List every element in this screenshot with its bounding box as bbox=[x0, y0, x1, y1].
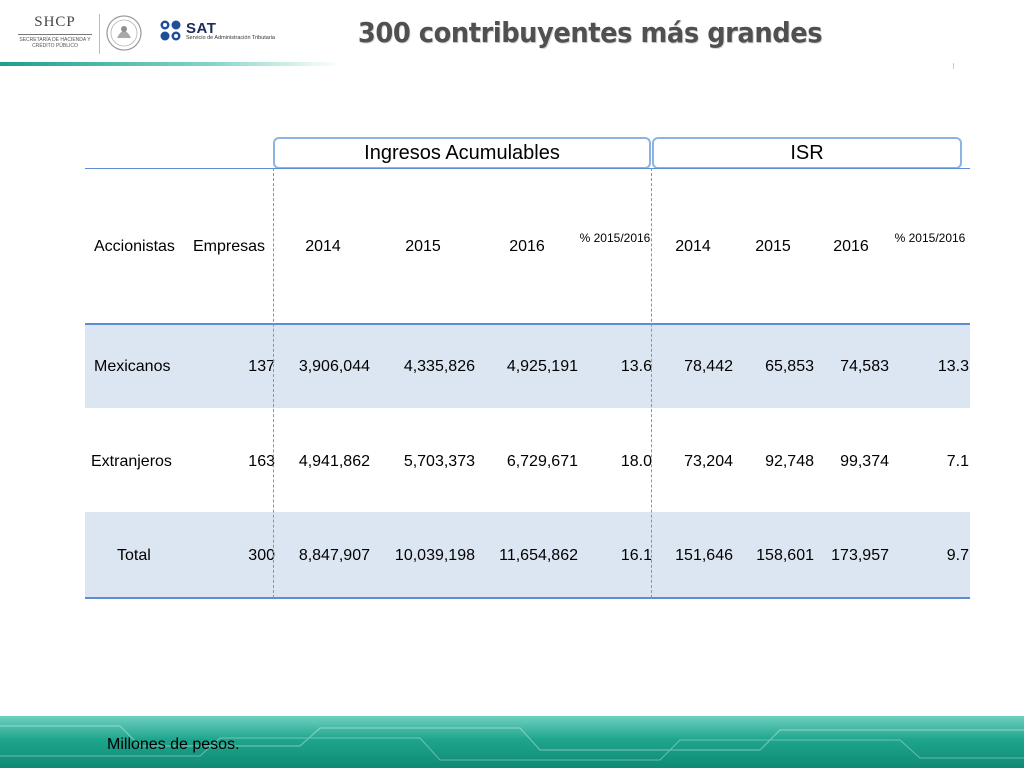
cell-isr-2016: 173,957 bbox=[831, 547, 889, 564]
cell-ing-pct: 16.1 bbox=[620, 547, 652, 564]
cell-ing-2015: 4,335,826 bbox=[403, 358, 475, 375]
cell-ing-2015: 5,703,373 bbox=[403, 453, 475, 470]
cell-ing-2014: 8,847,907 bbox=[298, 547, 370, 564]
cell-isr-2015: 65,853 bbox=[765, 358, 814, 375]
col-header-ing-pct: % 2015/2016 bbox=[579, 231, 651, 245]
cell-ing-pct: 18.0 bbox=[620, 453, 652, 470]
cell-ing-2016: 4,925,191 bbox=[506, 358, 578, 375]
row-label: Extranjeros bbox=[91, 453, 172, 470]
cell-isr-pct: 9.7 bbox=[946, 547, 969, 564]
header-tick bbox=[953, 63, 954, 69]
sat-logo-subtext: Servicio de Administración Tributaria bbox=[186, 35, 275, 41]
cell-ing-2014: 4,941,862 bbox=[298, 453, 370, 470]
shcp-logo-subtext: SECRETARÍA DE HACIENDA Y CRÉDITO PÚBLICO bbox=[19, 37, 91, 49]
col-header-isr-2015: 2015 bbox=[755, 238, 791, 255]
cell-isr-2015: 158,601 bbox=[756, 547, 814, 564]
col-header-accionistas: Accionistas bbox=[94, 238, 175, 255]
cell-ing-pct: 13.6 bbox=[620, 358, 652, 375]
group-header-isr: ISR bbox=[652, 137, 962, 169]
col-header-empresas: Empresas bbox=[193, 238, 266, 255]
sat-logo bbox=[160, 20, 280, 44]
col-header-ing-2016: 2016 bbox=[509, 238, 545, 255]
table-top-rule bbox=[85, 168, 970, 169]
footnote-units: Millones de pesos. bbox=[107, 736, 240, 753]
shcp-logo-text: SHCP bbox=[34, 14, 76, 30]
sat-logo-text: SAT bbox=[186, 20, 217, 37]
group-header-ingresos: Ingresos Acumulables bbox=[273, 137, 651, 169]
shcp-logo bbox=[14, 14, 96, 54]
cell-isr-pct: 13.3 bbox=[937, 358, 969, 375]
page-title: 300 contribuyentes más grandes bbox=[357, 16, 823, 49]
cell-ing-2016: 11,654,862 bbox=[499, 547, 578, 564]
cell-isr-2015: 92,748 bbox=[765, 453, 814, 470]
col-header-isr-pct: % 2015/2016 bbox=[894, 231, 966, 245]
shcp-logo-rule bbox=[18, 34, 92, 35]
cell-isr-2014: 73,204 bbox=[684, 453, 733, 470]
table-bottom-rule bbox=[85, 597, 970, 599]
row-label: Total bbox=[117, 547, 151, 564]
sat-logo-icon bbox=[160, 20, 182, 42]
col-header-ing-2014: 2014 bbox=[305, 238, 341, 255]
col-header-isr-2014: 2014 bbox=[675, 238, 711, 255]
cell-isr-2016: 99,374 bbox=[840, 453, 889, 470]
row-label: Mexicanos bbox=[94, 358, 171, 375]
cell-empresas: 300 bbox=[248, 547, 275, 564]
col-header-ing-2015: 2015 bbox=[405, 238, 441, 255]
cell-empresas: 163 bbox=[248, 453, 275, 470]
header-accent-line bbox=[0, 62, 340, 66]
national-seal-icon bbox=[105, 14, 143, 52]
cell-isr-2014: 151,646 bbox=[675, 547, 733, 564]
separator-isr bbox=[651, 168, 652, 598]
cell-isr-pct: 7.1 bbox=[946, 453, 969, 470]
col-header-isr-2016: 2016 bbox=[833, 238, 869, 255]
logo-divider bbox=[99, 14, 100, 54]
cell-isr-2014: 78,442 bbox=[684, 358, 733, 375]
cell-ing-2014: 3,906,044 bbox=[298, 358, 370, 375]
cell-isr-2016: 74,583 bbox=[840, 358, 889, 375]
separator-ingresos bbox=[273, 168, 274, 598]
cell-ing-2015: 10,039,198 bbox=[394, 547, 475, 564]
cell-ing-2016: 6,729,671 bbox=[506, 453, 578, 470]
cell-empresas: 137 bbox=[248, 358, 275, 375]
